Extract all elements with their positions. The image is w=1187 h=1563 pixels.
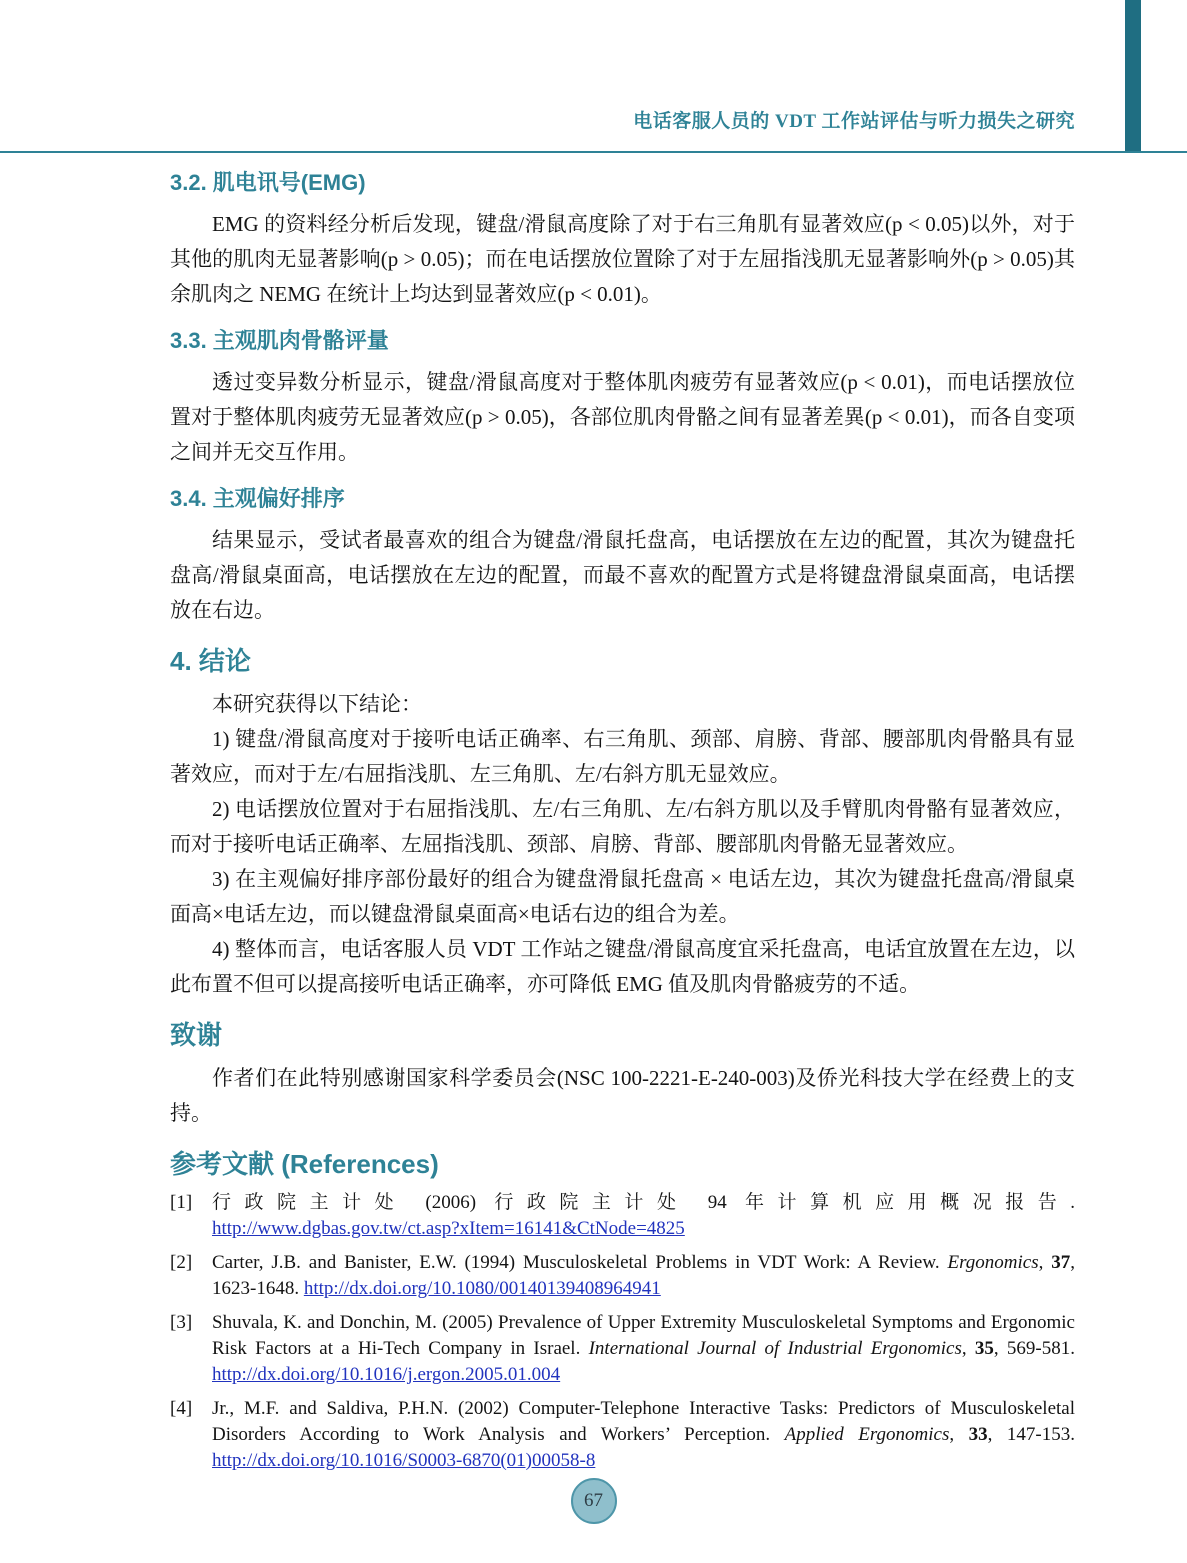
reference-text: , 569-581. [993,1338,1075,1359]
reference-item-4 [170,1396,1075,1474]
volume-number: 35 [974,1338,994,1359]
paper-body [170,154,1075,1482]
reference-text: Carter, J.B. and Banister, E.W. (1994) Musculoskeletal Problems in VDT Work: A Review. [212,1252,948,1273]
reference-link[interactable]: http://www.dgbas.gov.tw/ct.asp?xItem=16141&CtNode=4825 [212,1218,685,1239]
reference-link[interactable]: http://dx.doi.org/10.1016/j.ergon.2005.01.004 [212,1364,561,1385]
journal-name: Applied Ergonomics [784,1424,950,1445]
page-number: 67 [584,1490,603,1511]
reference-number: [2] [170,1252,193,1273]
header-accent-bar [1125,0,1141,153]
page-number-badge [571,1478,617,1524]
reference-item-2 [170,1250,1075,1302]
reference-text: , 147-153. [987,1424,1075,1445]
paragraph-conclusion-intro: 本研究获得以下结论： [212,692,422,716]
reference-text: Jr., M.F. and Saldiva, P.H.N. (2002) Computer-Telephone Interactive Tasks: Predictors of Musculoskeletal Disorders According to Work Analysis and Workers’ Perception. [212,1398,1075,1445]
volume-number: 37 [1051,1252,1071,1273]
reference-text: Shuvala, K. and Donchin, M. (2005) Prevalence of Upper Extremity Musculoskeletal Symptoms and Ergonomic Risk Factors at a Hi-Tech Company in Israel. [212,1312,1075,1359]
conclusion-item-4: 4) 整体而言，电话客服人员 VDT 工作站之键盘/滑鼠高度宜采托盘高，电话宜放置在左边，以此布置不但可以提高接听电话正确率，亦可降低 EMG 值及肌肉骨骼疲劳的不适。 [170,937,1075,996]
paragraph-acknowledgements: 作者们在此特别感谢国家科学委员会(NSC 100-2221-E-240-003)及侨光科技大学在经费上的支持。 [170,1066,1075,1125]
conclusion-item-3: 3) 在主观偏好排序部份最好的组合为键盘滑鼠托盘高 × 电话左边，其次为键盘托盘高/滑鼠桌面高×电话左边，而以键盘滑鼠桌面高×电话右边的组合为差。 [170,867,1075,926]
section-heading-emg: 3.2. 肌电讯号(EMG) [170,170,366,195]
reference-text: , [949,1424,969,1445]
conclusion-item-1: 1) 键盘/滑鼠高度对于接听电话正确率、右三角肌、颈部、肩膀、背部、腰部肌肉骨骼具有显著效应，而对于左/右屈指浅肌、左三角肌、左/右斜方肌无显效应。 [170,727,1075,786]
reference-link[interactable]: http://dx.doi.org/10.1080/00140139408964941 [303,1278,661,1299]
reference-item-1 [170,1190,1075,1242]
reference-text: , [961,1338,975,1359]
paragraph-emg: EMG 的资料经分析后发现，键盘/滑鼠高度除了对于右三角肌有显著效应(p < 0.05)以外，对于其他的肌肉无显著影响(p > 0.05)；而在电话摆放位置除了对于左屈指浅肌无显著影响外(p > 0.05)其余肌肉之 NEMG 在统计上均达到显著效应(p < 0.01)。 [170,212,1075,306]
section-heading-subjective-msk: 3.3. 主观肌肉骨骼评量 [170,328,389,353]
conclusion-item-2: 2) 电话摆放位置对于右屈指浅肌、左/右三角肌、左/右斜方肌以及手臂肌肉骨骼有显著效应，而对于接听电话正确率、左屈指浅肌、颈部、肩膀、背部、腰部肌肉骨骼无显著效应。 [170,797,1075,856]
header-rule [0,151,1187,153]
reference-number: [1] [170,1192,193,1213]
paragraph-preference: 结果显示，受试者最喜欢的组合为键盘/滑鼠托盘高，电话摆放在左边的配置，其次为键盘托盘高/滑鼠桌面高，电话摆放在左边的配置，而最不喜欢的配置方式是将键盘滑鼠桌面高，电话摆放在右边。 [170,528,1075,622]
reference-number: [3] [170,1312,193,1333]
section-heading-references: 参考文献 (References) [170,1149,439,1179]
section-heading-acknowledgements: 致谢 [170,1020,223,1050]
reference-link[interactable]: http://dx.doi.org/10.1016/S0003-6870(01)00058-8 [212,1450,596,1471]
paragraph-subjective-msk: 透过变异数分析显示，键盘/滑鼠高度对于整体肌肉疲劳有显著效应(p < 0.01)，而电话摆放位置对于整体肌肉疲劳无显著效应(p > 0.05)，各部位肌肉骨骼之间有显著差異(p < 0.01)，而各自变项之间并无交互作用。 [170,370,1075,464]
reference-text: , [1038,1252,1052,1273]
reference-text: , 1623-1648. [212,1252,1075,1299]
running-head-title: 电话客服人员的 VDT 工作站评估与听力损失之研究 [633,111,1075,132]
volume-number: 33 [968,1424,988,1445]
reference-number: [4] [170,1398,193,1419]
section-heading-conclusion: 4. 结论 [170,646,251,676]
section-heading-preference: 3.4. 主观偏好排序 [170,486,345,511]
reference-list [170,1190,1075,1474]
journal-name: International Journal of Industrial Ergonomics [588,1338,962,1359]
journal-name: Ergonomics [947,1252,1039,1273]
reference-text: 行政院主计处 (2006) 行政院主计处 94 年计算机应用概况报告. [212,1192,1075,1213]
reference-item-3 [170,1310,1075,1388]
